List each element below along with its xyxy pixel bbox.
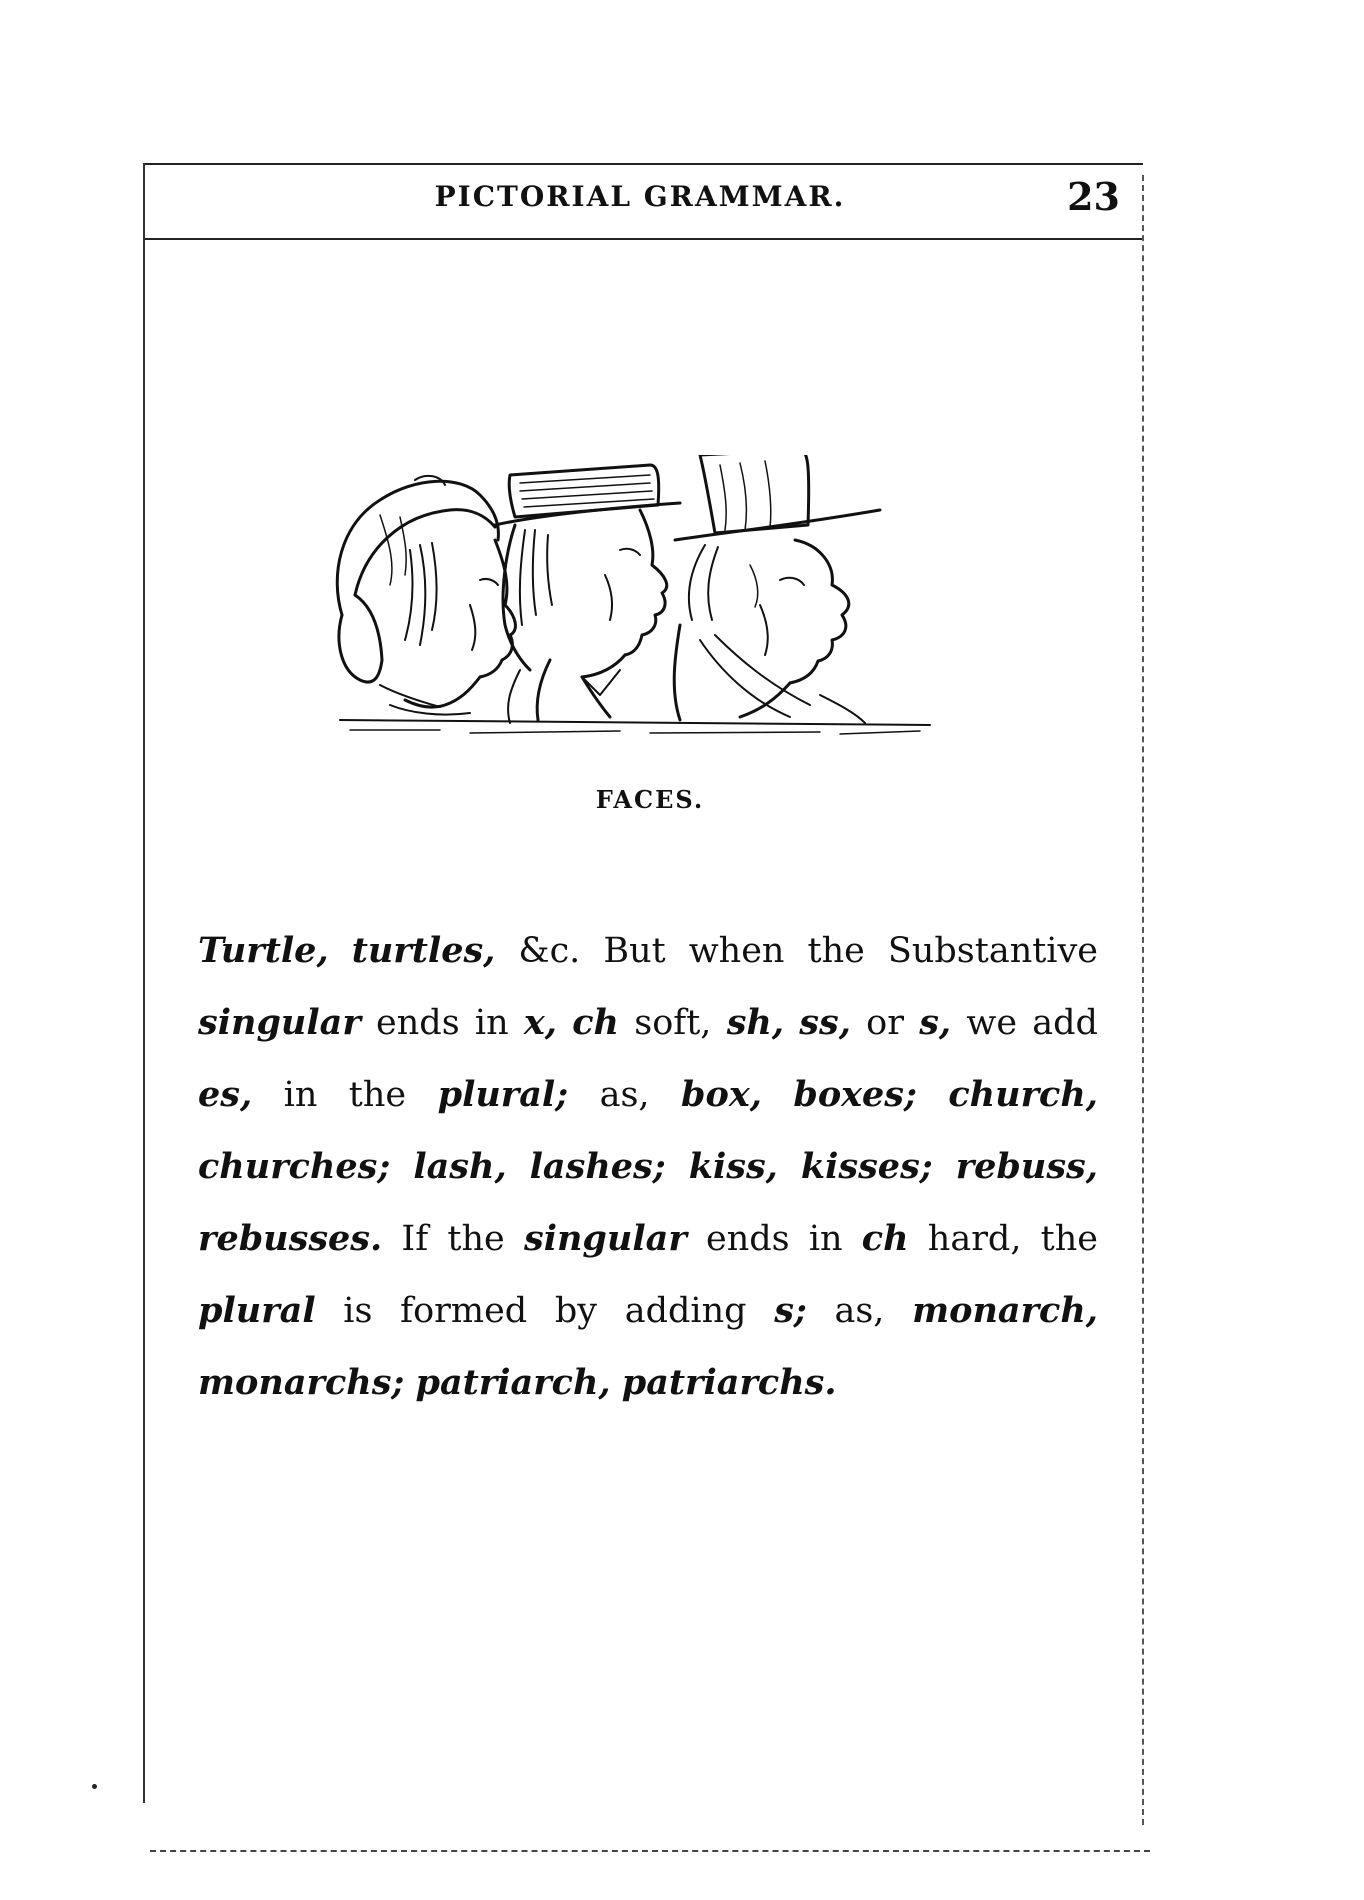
italic-term: singular [198, 1002, 361, 1043]
roman-text: hard, the [908, 1219, 1098, 1259]
italic-term: patriarchs. [621, 1362, 837, 1403]
roman-text [404, 1363, 415, 1403]
italic-term: es, [198, 1074, 253, 1115]
italic-term: Turtle, [198, 930, 329, 971]
italic-term: kisses; [800, 1146, 933, 1187]
italic-term: ch [572, 1002, 619, 1043]
italic-term: lash, [413, 1146, 507, 1187]
page-frame-right-rule [1142, 175, 1144, 1825]
italic-term: church, [948, 1074, 1098, 1115]
roman-text: in the [252, 1075, 438, 1115]
italic-term: patriarch, [415, 1362, 611, 1403]
italic-term: s; [774, 1290, 807, 1331]
roman-text [666, 1147, 689, 1187]
italic-term: box, [681, 1074, 762, 1115]
roman-text: as, [806, 1291, 913, 1331]
italic-term: rebusses. [198, 1218, 383, 1259]
three-faces-engraving-icon [320, 455, 950, 740]
roman-text [762, 1075, 793, 1115]
page-number: 23 [1067, 174, 1120, 219]
roman-text [390, 1147, 413, 1187]
figure-caption: FACES. [595, 785, 705, 814]
roman-text: ends in [686, 1219, 862, 1259]
italic-term: boxes; [793, 1074, 917, 1115]
ink-speck [92, 1784, 97, 1789]
italic-term: ss, [799, 1002, 851, 1043]
italic-term: plural; [437, 1074, 569, 1115]
header-bottom-rule [143, 238, 1143, 240]
italic-term: churches; [198, 1146, 391, 1187]
roman-text [329, 931, 352, 971]
italic-term: lashes; [529, 1146, 666, 1187]
roman-text [778, 1147, 801, 1187]
italic-term: monarchs; [198, 1362, 405, 1403]
roman-text [557, 1003, 572, 1043]
page-frame-left-rule [143, 163, 145, 1803]
italic-term: ch [861, 1218, 909, 1259]
roman-text [784, 1003, 799, 1043]
italic-term: s, [919, 1002, 952, 1043]
roman-text [933, 1147, 956, 1187]
italic-term: plural [198, 1290, 316, 1331]
roman-text [611, 1363, 622, 1403]
italic-term: singular [523, 1218, 687, 1259]
italic-term: x, [523, 1002, 557, 1043]
roman-text: ends in [360, 1003, 524, 1043]
roman-text: we add [951, 1003, 1098, 1043]
italic-term: sh, [726, 1002, 785, 1043]
italic-term: kiss, [688, 1146, 778, 1187]
roman-text: soft, [619, 1003, 727, 1043]
italic-term: monarch, [912, 1290, 1098, 1331]
page-frame-top-rule [143, 163, 1143, 165]
italic-term: turtles, [351, 930, 496, 971]
roman-text: If the [382, 1219, 524, 1259]
roman-text: as, [568, 1075, 682, 1115]
roman-text [917, 1075, 948, 1115]
roman-text: &c. But when the Substantive [495, 931, 1098, 971]
italic-term: rebuss, [955, 1146, 1098, 1187]
roman-text: is formed by adding [315, 1291, 775, 1331]
roman-text [507, 1147, 530, 1187]
body-paragraph [198, 915, 1098, 1419]
roman-text: or [850, 1003, 920, 1043]
page-frame-bottom-rule [150, 1850, 1150, 1852]
running-title: PICTORIAL GRAMMAR. [434, 180, 846, 213]
